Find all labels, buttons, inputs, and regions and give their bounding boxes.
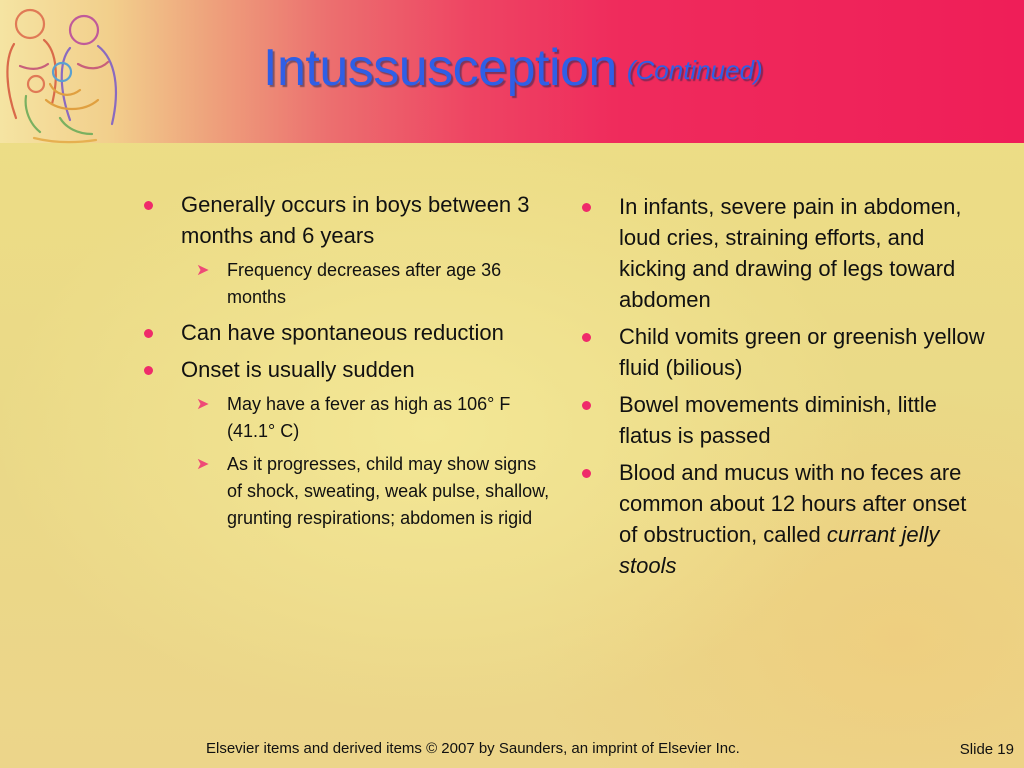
dot-icon <box>582 333 591 342</box>
bullet-text: In infants, severe pain in abdomen, loud cries, straining efforts, and kicking and drawing of legs toward abdomen <box>619 194 962 312</box>
family-illustration-icon <box>0 0 140 148</box>
bullet-item <box>140 354 550 385</box>
arrow-right-icon: ➤ <box>196 262 210 279</box>
bullet-text: Child vomits green or greenish yellow fluid (bilious) <box>619 324 985 380</box>
bullet-text: Bowel movements diminish, little flatus is passed <box>619 392 937 448</box>
sub-bullet-text: As it progresses, child may show signs of shock, sweating, weak pulse, shallow, grunting respirations; abdomen is rigid <box>227 454 550 528</box>
bullet-item <box>578 389 988 451</box>
sub-bullet-text: May have a fever as high as 106° F (41.1° C) <box>227 394 511 441</box>
bullet-item <box>140 317 550 348</box>
copyright-footer: Elsevier items and derived items © 2007 by Saunders, an imprint of Elsevier Inc. <box>206 740 740 757</box>
dot-icon <box>144 201 153 210</box>
dot-icon <box>144 366 153 375</box>
dot-icon <box>582 203 591 212</box>
arrow-right-icon: ➤ <box>196 396 210 413</box>
slide-title <box>263 38 763 98</box>
arrow-right-icon: ➤ <box>196 456 210 473</box>
left-column <box>140 189 550 538</box>
slide-number: Slide 19 <box>959 741 1014 758</box>
dot-icon <box>582 401 591 410</box>
sub-bullet-item <box>140 451 550 532</box>
sub-bullet-text: Frequency decreases after age 36 months <box>227 260 502 307</box>
bullet-item <box>578 457 988 581</box>
dot-icon <box>582 469 591 478</box>
title-main: Intussusception <box>263 39 617 97</box>
bullet-item <box>578 191 988 315</box>
bullet-text: Generally occurs in boys between 3 months and 6 years <box>181 192 530 248</box>
bullet-text: Onset is usually sudden <box>181 357 415 382</box>
right-column <box>578 191 988 587</box>
bullet-item <box>140 189 550 251</box>
sub-bullet-item <box>140 257 550 311</box>
emphasis-text: currant jelly stools <box>619 522 940 578</box>
dot-icon <box>144 329 153 338</box>
bullet-text: Can have spontaneous reduction <box>181 320 504 345</box>
bullet-text: Blood and mucus with no feces are common about 12 hours after onset of obstruction, called <box>619 460 967 547</box>
sub-bullet-item <box>140 391 550 445</box>
bullet-item <box>578 321 988 383</box>
title-subtitle: (Continued) <box>626 55 763 85</box>
